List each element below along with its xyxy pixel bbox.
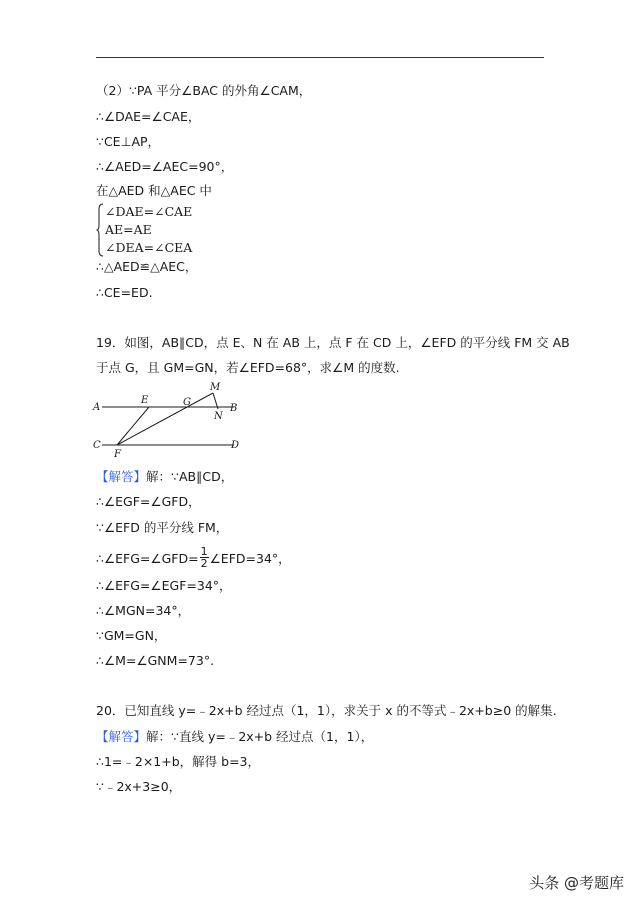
text-line: ∴∠AED=∠AEC=90°， <box>96 159 234 174</box>
header-rule <box>96 57 544 58</box>
label-f: F <box>114 449 121 458</box>
text-line: 在△AED 和△AEC 中 <box>96 183 212 198</box>
answer-line: ∴∠EFG=∠EGF=34°， <box>96 578 232 593</box>
answer-line: ∴∠MGN=34°， <box>96 603 191 618</box>
answer-line: 【解答】解：∵直线 y=﹣2x+b 经过点（1，1）， <box>96 729 374 744</box>
watermark: 头条 @考题库 <box>529 874 624 892</box>
system-eq: ∠DEA=∠CEA <box>105 240 193 255</box>
label-e: E <box>141 395 149 406</box>
answer-tag: 【解答】 <box>96 729 147 744</box>
answer-line: ∵GM=GN， <box>96 628 167 643</box>
text-line: （2）∵PA 平分∠BAC 的外角∠CAM， <box>96 83 312 98</box>
text-line: ∴△AED≌△AEC， <box>96 259 198 274</box>
answer-line: ∴∠EGF=∠GFD， <box>96 494 201 509</box>
answer-line: ∴1=﹣2×1+b，解得 b=3， <box>96 754 261 769</box>
question-19-text: 19．如图，AB∥CD，点 E、N 在 AB 上，点 F 在 CD 上，∠EFD 的平分线 FM 交 AB <box>96 335 570 350</box>
label-d: D <box>231 440 240 451</box>
label-b: B <box>230 403 238 414</box>
answer-line: ∴∠EFG=∠GFD= $\frac{1}{2}$ ∠EFD=34°， <box>96 545 291 570</box>
label-a: A <box>93 402 101 413</box>
answer-line: ∴∠M=∠GNM=73°. <box>96 653 215 668</box>
question-19-text: 于点 G，且 GM=GN，若∠EFD=68°，求∠M 的度数. <box>96 360 400 375</box>
text-line: ∴CE=ED. <box>96 285 153 300</box>
text-line: ∴∠DAE=∠CAE， <box>96 109 201 124</box>
answer-line: ∵﹣2x+3≥0， <box>96 779 182 794</box>
geometry-figure <box>92 378 252 458</box>
label-c: C <box>93 440 101 451</box>
fraction-half: $\frac{1}{2}$ <box>200 545 208 570</box>
answer-line: 【解答】解：∵AB∥CD， <box>96 469 234 484</box>
segment-fe <box>117 407 149 445</box>
label-m: M <box>210 382 221 393</box>
brace-icon <box>96 203 104 257</box>
text-line: ∵CE⊥AP， <box>96 134 161 149</box>
answer-line: ∵∠EFD 的平分线 FM， <box>96 520 229 535</box>
system-eq: ∠DAE=∠CAE <box>105 204 193 219</box>
label-g: G <box>183 397 191 408</box>
label-n: N <box>214 411 223 422</box>
answer-tag: 【解答】 <box>96 469 147 484</box>
segment-fm <box>117 393 213 445</box>
system-eq: AE=AE <box>105 222 152 237</box>
question-20-text: 20．已知直线 y=﹣2x+b 经过点（1，1），求关于 x 的不等式﹣2x+b≥0 的解集. <box>96 703 557 718</box>
